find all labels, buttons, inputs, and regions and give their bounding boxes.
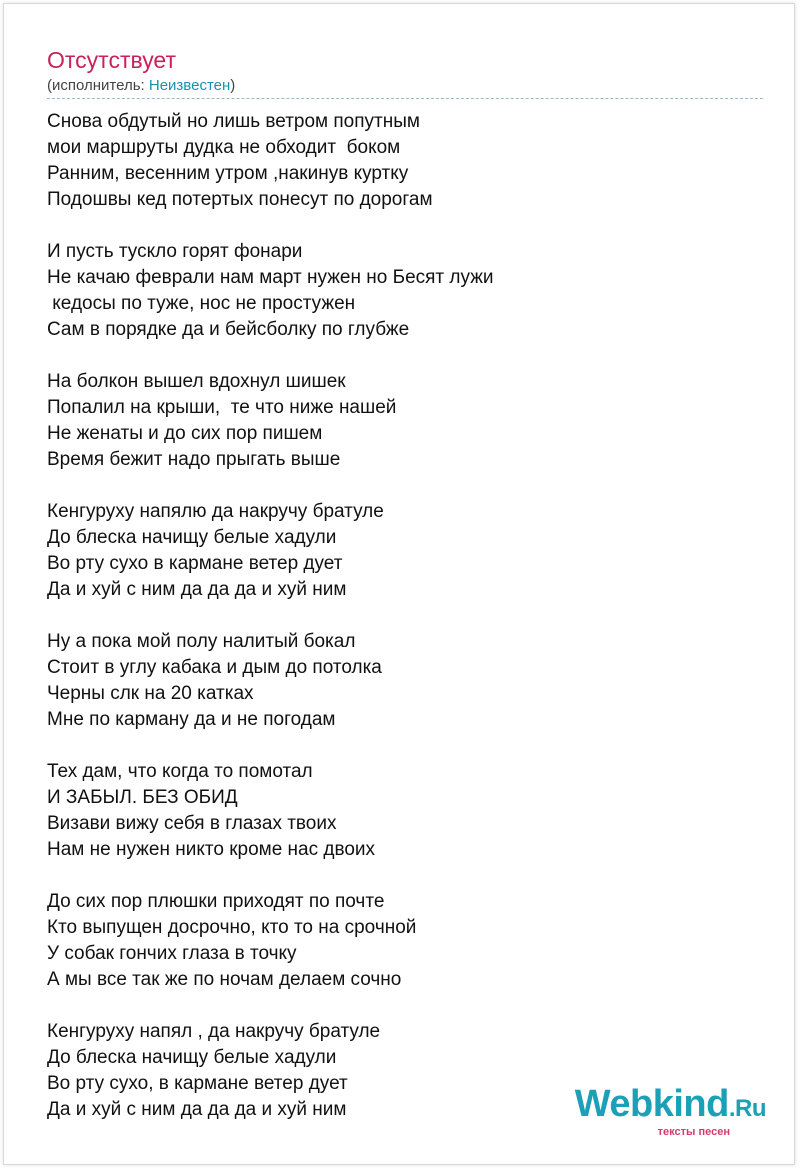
lyrics-stanza xyxy=(47,759,763,863)
lyric-line: Сам в порядке да и бейсболку по глубже xyxy=(47,319,410,340)
artist-prefix: (исполнитель: xyxy=(47,77,149,94)
lyric-line: Время бежит надо прыгать выше xyxy=(47,449,341,470)
lyric-line: Мне по карману да и не погодам xyxy=(47,709,336,730)
page-frame xyxy=(3,3,795,1165)
lyrics-stanza xyxy=(47,499,763,603)
lyric-line: Ранним, весенним утром ,накинув куртку xyxy=(47,163,409,184)
lyrics-stanza xyxy=(47,889,763,993)
lyric-line: Во рту сухо в кармане ветер дует xyxy=(47,553,343,574)
lyric-line: Не качаю феврали нам март нужен но Бесят лужи xyxy=(47,267,494,288)
lyric-line: Визави вижу себя в глазах твоих xyxy=(47,813,337,834)
lyric-line: До блеска начищу белые хадули xyxy=(47,1047,337,1068)
lyric-line: Во рту сухо, в кармане ветер дует xyxy=(47,1073,348,1094)
lyric-line: кедосы по туже, нос не простужен xyxy=(47,293,356,314)
lyrics-stanza xyxy=(47,239,763,343)
lyric-line: Да и хуй с ним да да да и хуй ним xyxy=(47,1099,347,1120)
lyric-line: Ну а пока мой полу налитый бокал xyxy=(47,631,356,652)
lyric-line: У собак гончих глаза в точку xyxy=(47,943,297,964)
site-logo[interactable] xyxy=(575,1085,766,1138)
lyric-line: Снова обдутый но лишь ветром попутным xyxy=(47,111,420,132)
artist-link[interactable]: Неизвестен xyxy=(148,77,231,94)
lyric-line: Кенгуруху напял , да накручу братуле xyxy=(47,1021,381,1042)
lyric-line: До сих пор плюшки приходят по почте xyxy=(47,891,385,912)
lyric-line: А мы все так же по ночам делаем сочно xyxy=(47,969,402,990)
lyric-line: И ЗАБЫЛ. БЕЗ ОБИД xyxy=(47,787,238,808)
lyric-line: Да и хуй с ним да да да и хуй ним xyxy=(47,579,347,600)
lyric-line: Черны слк на 20 катках xyxy=(47,683,254,704)
lyrics-stanza xyxy=(47,369,763,473)
lyric-line: Нам не нужен никто кроме нас двоих xyxy=(47,839,376,860)
logo-wordmark xyxy=(575,1085,766,1128)
lyric-line: На болкон вышел вдохнул шишек xyxy=(47,371,346,392)
lyric-line: До блеска начищу белые хадули xyxy=(47,527,337,548)
lyrics-body xyxy=(47,109,763,1123)
lyric-line: Попалил на крыши, те что ниже нашей xyxy=(47,397,397,418)
lyric-line: Подошвы кед потертых понесут по дорогам xyxy=(47,189,433,210)
song-title: Отсутствует xyxy=(47,47,176,73)
lyric-line: Кто выпущен досрочно, кто то на срочной xyxy=(47,917,417,938)
lyric-line: Не женаты и до сих пор пишем xyxy=(47,423,323,444)
logo-main-text: Webkind xyxy=(574,1083,729,1125)
artist-line xyxy=(47,76,763,99)
lyric-line: Стоит в углу кабака и дым до потолка xyxy=(47,657,382,678)
lyrics-stanza xyxy=(47,109,763,213)
logo-suffix-text: .Ru xyxy=(728,1095,766,1122)
lyric-line: Тех дам, что когда то помотал xyxy=(47,761,313,782)
song-content xyxy=(47,46,763,1149)
logo-tagline: тексты песен xyxy=(657,1126,730,1138)
lyrics-stanza xyxy=(47,629,763,733)
lyric-line: Кенгуруху напялю да накручу братуле xyxy=(47,501,384,522)
artist-suffix: ) xyxy=(230,77,236,94)
lyric-line: мои маршруты дудка не обходит боком xyxy=(47,137,401,158)
lyric-line: И пусть тускло горят фонари xyxy=(47,241,303,262)
